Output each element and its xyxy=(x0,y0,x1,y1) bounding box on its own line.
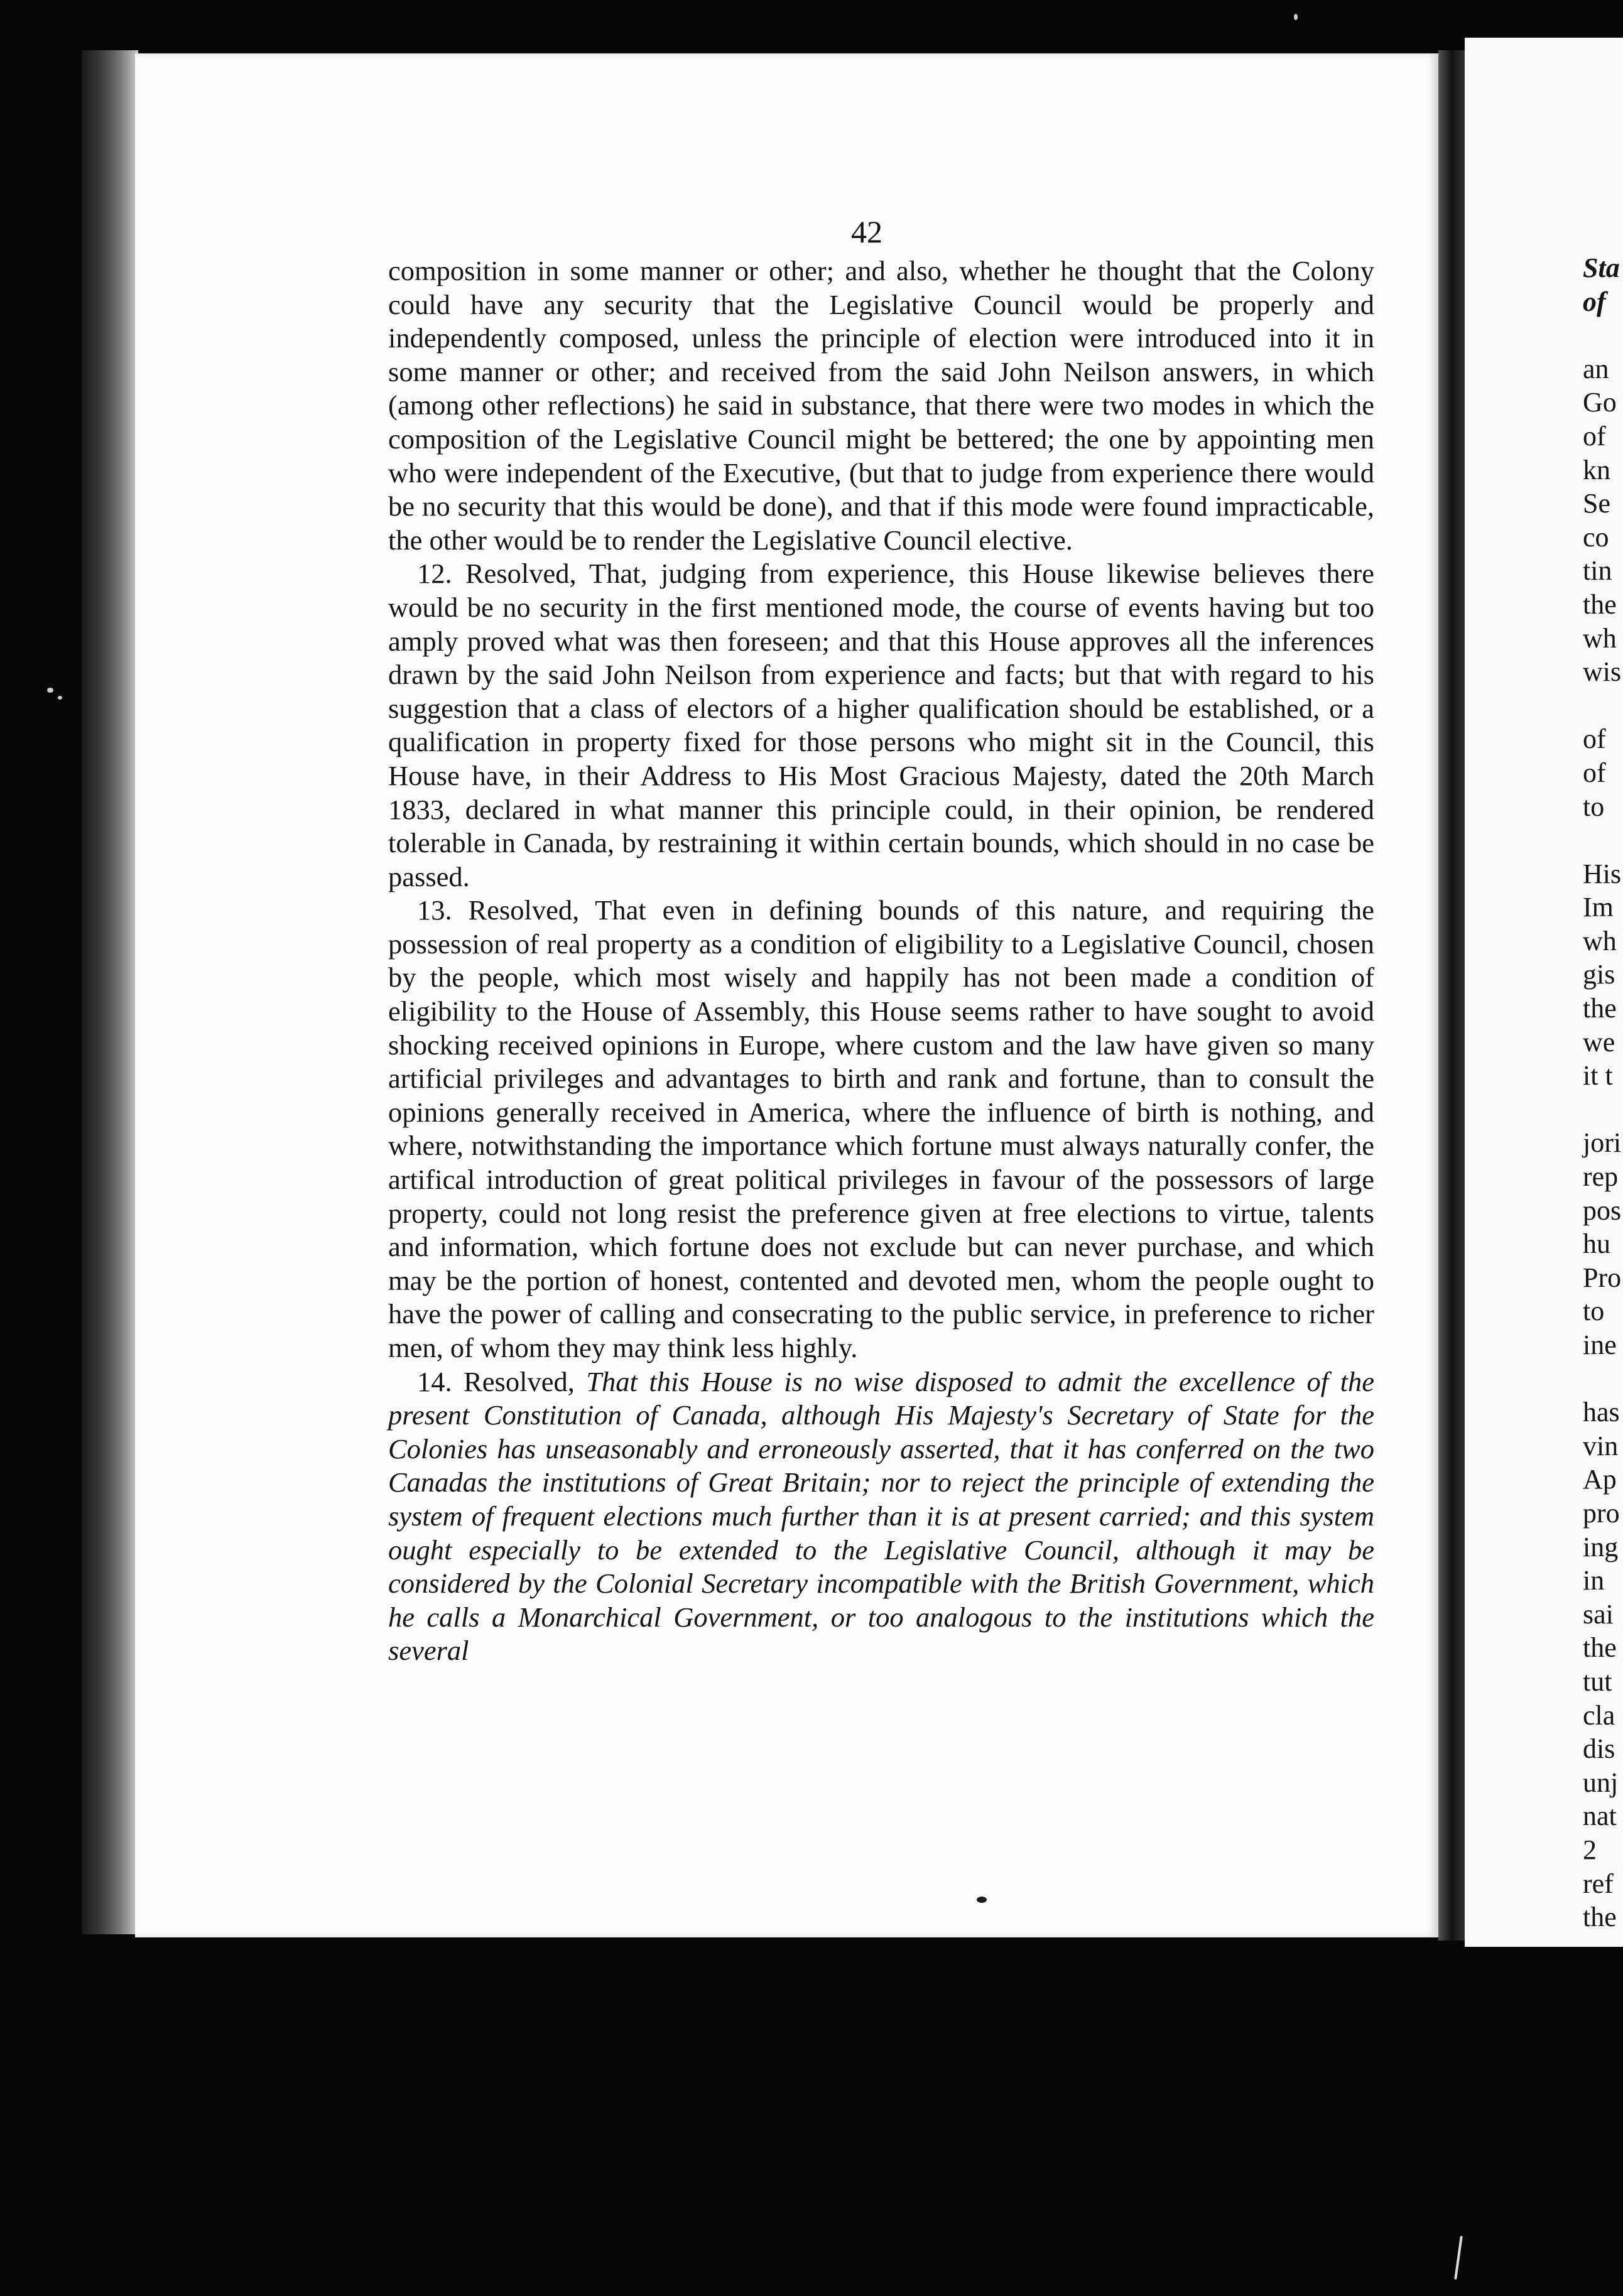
paragraph-resolution-13 xyxy=(388,894,1374,1365)
facing-page-line: tut xyxy=(1583,1665,1612,1697)
facing-page-text xyxy=(1583,251,1623,1934)
facing-page-line: His xyxy=(1583,858,1622,889)
page-number: 42 xyxy=(851,214,882,249)
paragraph-resolution-14 xyxy=(388,1365,1374,1668)
facing-page-line: Se xyxy=(1583,488,1610,519)
facing-page-line: co xyxy=(1583,521,1609,553)
facing-page-line xyxy=(1583,823,1623,857)
facing-page-line: the xyxy=(1583,588,1617,620)
facing-page-line: pro xyxy=(1583,1497,1620,1529)
facing-page-line: the xyxy=(1583,1902,1617,1933)
facing-page-line: wh xyxy=(1583,925,1617,956)
facing-page-line: Im xyxy=(1583,892,1614,923)
text-segment: composition in some manner or other; and also, whether he thought that the Colony could have any security that the Legislative Council would be properly and independently composed, unless the principle of election were introduced into it in some manner or other; and received from the said John Neilson answers, in which (among other reflections) he said in substance, that there were two modes in which the composition of the Legislative Council might be bettered; the one by appointing men who were independent of the Executive, (but that to judge from experience there would be no security that this would be done), and that if this mode were found impracticable, the other would be to render the Legislative Council elective. xyxy=(388,255,1374,556)
facing-page-line: kn xyxy=(1583,454,1610,485)
facing-page-line: to xyxy=(1583,791,1605,822)
facing-page-line: ref xyxy=(1583,1868,1614,1899)
facing-page-line: wh xyxy=(1583,622,1617,654)
facing-page-line: of xyxy=(1583,420,1606,452)
facing-page-line: hu xyxy=(1583,1228,1610,1260)
facing-page-line: pos xyxy=(1583,1194,1622,1226)
scan-speck xyxy=(58,696,62,700)
facing-page-line: cla xyxy=(1583,1699,1615,1731)
facing-page-line: vin xyxy=(1583,1430,1619,1461)
facing-page-line xyxy=(1583,689,1623,723)
facing-page-line: of xyxy=(1583,723,1606,755)
facing-page-line: of xyxy=(1583,757,1606,788)
facing-page-line: ing xyxy=(1583,1531,1619,1562)
facing-page-line: ine xyxy=(1583,1329,1617,1360)
facing-page-line: unj xyxy=(1583,1767,1619,1798)
facing-page-line: has xyxy=(1583,1397,1620,1428)
body-text xyxy=(388,254,1374,1668)
paragraph-resolution-12 xyxy=(388,557,1374,894)
facing-page-line: of xyxy=(1583,286,1606,317)
facing-page-line: the xyxy=(1583,993,1617,1024)
facing-page-line xyxy=(1583,318,1623,352)
facing-page-line: Go xyxy=(1583,387,1617,418)
scan-speck xyxy=(977,1897,987,1903)
text-segment: 12. Resolved, That, judging from experience, this House likewise believes there would be no security in the first mentioned mode, the course of events having but too amply proved what was then foreseen; and that this House approves all the inferences drawn by the said John Neilson from experience and facts; but that with regard to his suggestion that a class of electors of a higher qualification should be established, or a qualification in property fixed for those persons who might sit in the Council, this House have, in their Address to His Most Gracious Majesty, dated the 20th March 1833, declared in what manner this principle could, in their opinion, be rendered tolerable in Canada, by restraining it within certain bounds, which should in no case be passed. xyxy=(388,558,1374,892)
facing-page-line: the xyxy=(1583,1632,1617,1664)
facing-page-line: to xyxy=(1583,1296,1605,1327)
facing-page-line xyxy=(1583,1093,1623,1127)
facing-page-line: wis xyxy=(1583,656,1622,688)
facing-page-line: jori xyxy=(1583,1127,1622,1159)
scan-speck xyxy=(1454,2236,1463,2280)
facing-page-line xyxy=(1583,1362,1623,1396)
facing-page-line: 2 xyxy=(1583,1834,1597,1865)
scan-speck xyxy=(1294,14,1298,20)
book-gutter xyxy=(1438,50,1465,1941)
facing-page-line: Pro xyxy=(1583,1262,1622,1293)
text-segment: 13. Resolved, That even in defining bounds of this nature, and requiring the possession of real property as a condition of eligibility to a Legislative Council, chosen by the people, which most wisely and happily has not been made a condition of eligibility to the House of Assembly, this House seems rather to have sought to avoid shocking received opinions in Europe, where custom and the law have given so many artificial privileges and advantages to birth and rank and fortune, than to consult the opinions generally received in America, where the influence of birth is nothing, and where, notwithstanding the importance which fortune must always naturally confer, the artifical introduction of great political privileges in favour of the possessors of large property, could not long resist the preference given at free elections to virtue, talents and information, which fortune does not exclude but can never purchase, and which may be the portion of honest, contented and devoted men, whom the people ought to have the power of calling and consecrating to the public service, in preference to richer men, of whom they may think less highly. xyxy=(388,894,1374,1363)
facing-page-line: an xyxy=(1583,353,1609,384)
facing-page-line: tin xyxy=(1583,555,1612,587)
page-edge-shadow xyxy=(82,50,138,1934)
facing-page-line: in xyxy=(1583,1565,1605,1596)
text-segment: 14. Resolved, xyxy=(417,1365,587,1397)
facing-page-line: Sta xyxy=(1583,252,1620,283)
facing-page-line: it t xyxy=(1583,1060,1613,1091)
facing-page-line: nat xyxy=(1583,1801,1617,1832)
facing-page-line: rep xyxy=(1583,1161,1619,1193)
facing-page-line: Ap xyxy=(1583,1464,1617,1495)
facing-page-line: gis xyxy=(1583,959,1615,990)
facing-page-line: sai xyxy=(1583,1598,1614,1630)
italic-text-segment: That this House is no wise disposed to admit the excellence of the present Constitution of Canada, although His Majesty's Secretary of State for the Colonies has unseasonably and erroneously asserted, that it has conferred on the two Canadas the institutions of Great Britain; nor to reject the principle of extending the system of frequent elections much further than it is at present carried; and this system ought especially to be extended to the Legislative Council, although it may be considered by the Colonial Secretary incompatible with the British Government, which he calls a Monarchical Government, or too analogous to the institutions which the several xyxy=(388,1365,1374,1667)
scan-speck xyxy=(47,688,53,693)
facing-page-line: we xyxy=(1583,1026,1615,1058)
paragraph-continuation xyxy=(388,254,1374,557)
facing-page-line: dis xyxy=(1583,1733,1615,1765)
